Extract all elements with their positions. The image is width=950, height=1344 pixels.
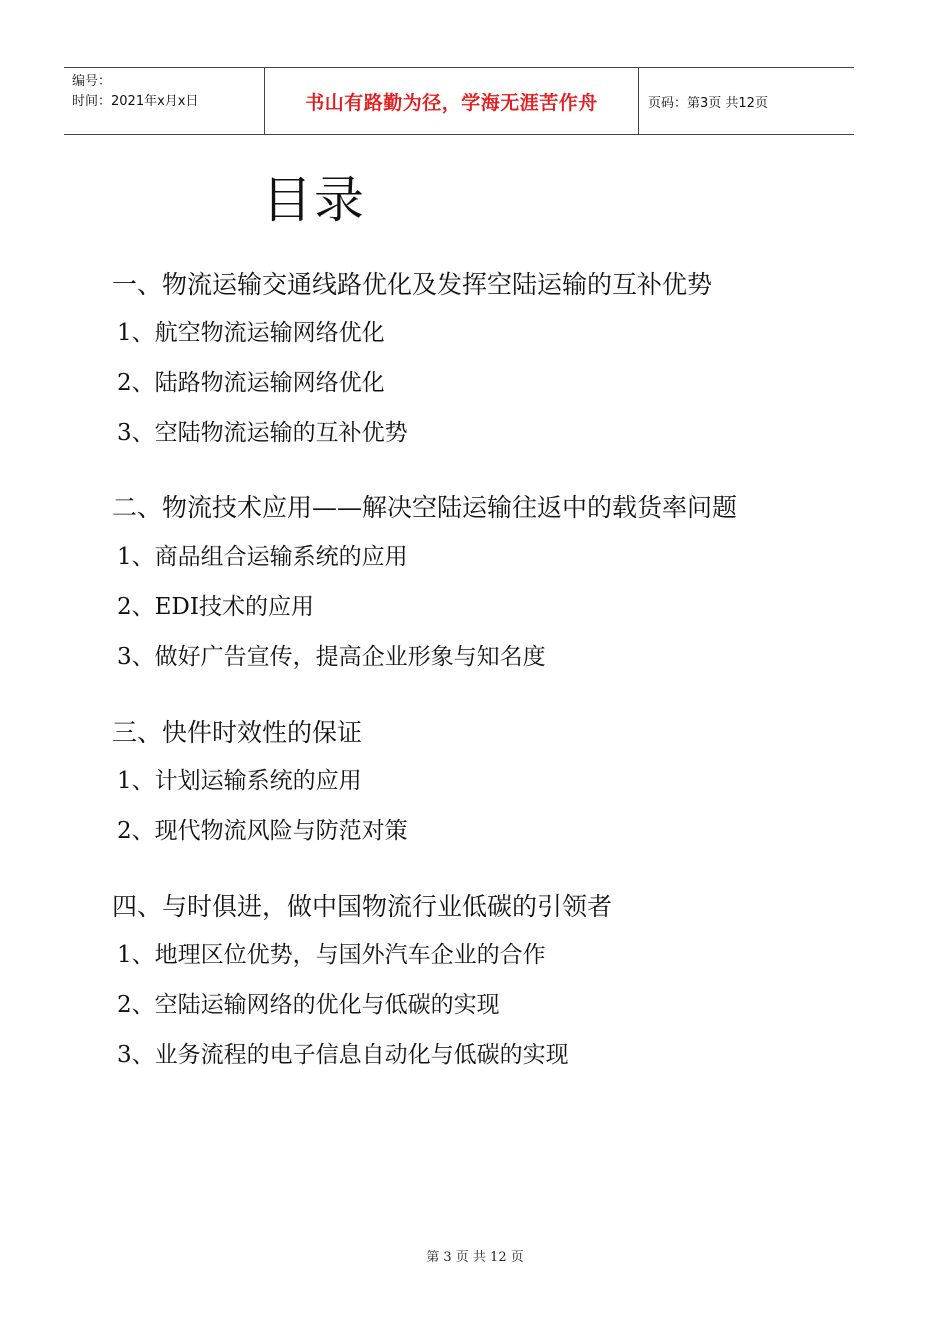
toc-entry: 2、空陆运输网络的优化与低碳的实现 — [117, 992, 500, 1018]
toc-entry: 2、陆路物流运输网络优化 — [117, 370, 385, 396]
toc-section-heading: 一、物流运输交通线路优化及发挥空陆运输的互补优势 — [112, 270, 713, 299]
toc-entry: 1、商品组合运输系统的应用 — [117, 544, 408, 570]
document-meta — [72, 72, 198, 112]
toc-entry: 1、计划运输系统的应用 — [117, 768, 362, 794]
page-footer: 第 3 页 共 12 页 — [426, 1250, 524, 1265]
header-motto: 书山有路勤为径，学海无涯苦作舟 — [305, 92, 598, 114]
toc-entry: 1、航空物流运输网络优化 — [117, 320, 385, 346]
document-time-label: 时间：2021年x月x日 — [72, 94, 199, 109]
toc-entry: 1、地理区位优势，与国外汽车企业的合作 — [117, 942, 546, 968]
header-page-info: 页码：第3页 共12页 — [648, 96, 768, 111]
toc-entry: 3、空陆物流运输的互补优势 — [117, 420, 408, 446]
document-number-label: 编号： — [72, 74, 112, 89]
toc-entry: 2、EDI技术的应用 — [117, 594, 314, 620]
toc-title: 目录 — [262, 171, 366, 229]
toc-section-heading: 四、与时俱进，做中国物流行业低碳的引领者 — [112, 892, 613, 921]
header-divider — [638, 68, 639, 135]
toc-entry: 2、现代物流风险与防范对策 — [117, 818, 408, 844]
toc-section-heading: 三、快件时效性的保证 — [112, 718, 363, 747]
page-header — [64, 67, 854, 135]
toc-entry: 3、业务流程的电子信息自动化与低碳的实现 — [117, 1042, 569, 1068]
toc-section-heading: 二、物流技术应用——解决空陆运输往返中的载货率问题 — [112, 493, 738, 522]
toc-entry: 3、做好广告宣传，提高企业形象与知名度 — [117, 644, 546, 670]
